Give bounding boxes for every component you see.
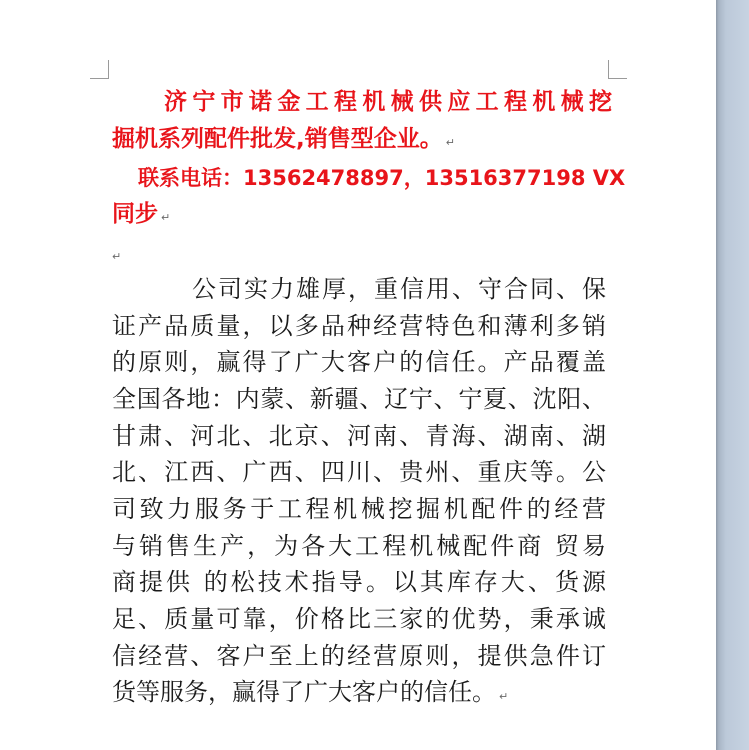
- margin-corner-top-left: [90, 60, 109, 79]
- paragraph-mark: ↵: [161, 211, 171, 224]
- heading-line-3: 联系电话：13562478897，13516377198 VX: [138, 166, 626, 190]
- body-line-9: 商提供 的松技术指导。以其库存大、货源: [112, 568, 606, 596]
- heading-line-4: [112, 200, 612, 232]
- body-line-5: 甘肃、河北、北京、河南、青海、湖南、湖: [112, 422, 606, 450]
- window-background: [716, 0, 749, 750]
- heading-line-4-text: 同步: [112, 201, 158, 227]
- body-line-3: 的原则，赢得了广大客户的信任。产品覆盖: [112, 348, 606, 376]
- margin-corner-top-right: [608, 60, 627, 79]
- heading-line-2-text: 掘机系列配件批发,销售型企业。: [112, 126, 443, 152]
- body-line-2: 证产品质量，以多品种经营特色和薄利多销: [112, 312, 606, 340]
- body-line-12-text: 货等服务，赢得了广大客户的信任。: [112, 678, 496, 706]
- body-line-1: 公司实力雄厚，重信用、守合同、保: [192, 275, 606, 303]
- body-line-8: 与销售生产，为各大工程机械配件商 贸易: [112, 532, 606, 560]
- body-line-7: 司致力服务于工程机械挖掘机配件的经营: [112, 495, 606, 523]
- body-line-10: 足、质量可靠，价格比三家的优势，秉承诚: [112, 605, 606, 633]
- body-line-4: 全国各地：内蒙、新疆、辽宁、宁夏、沈阳、: [112, 385, 606, 413]
- body-line-6: 北、江西、广西、四川、贵州、重庆等。公: [112, 458, 606, 486]
- body-line-12: [112, 677, 612, 712]
- body-line-11: 信经营、客户至上的经营原则，提供急件订: [112, 642, 606, 670]
- paragraph-mark: ↵: [445, 136, 455, 149]
- paragraph-mark: ↵: [499, 690, 509, 703]
- heading-line-2: [112, 125, 612, 157]
- empty-paragraph-mark: ↵: [112, 250, 122, 263]
- heading-line-1: 济宁市诺金工程机械供应工程机械挖: [164, 89, 612, 115]
